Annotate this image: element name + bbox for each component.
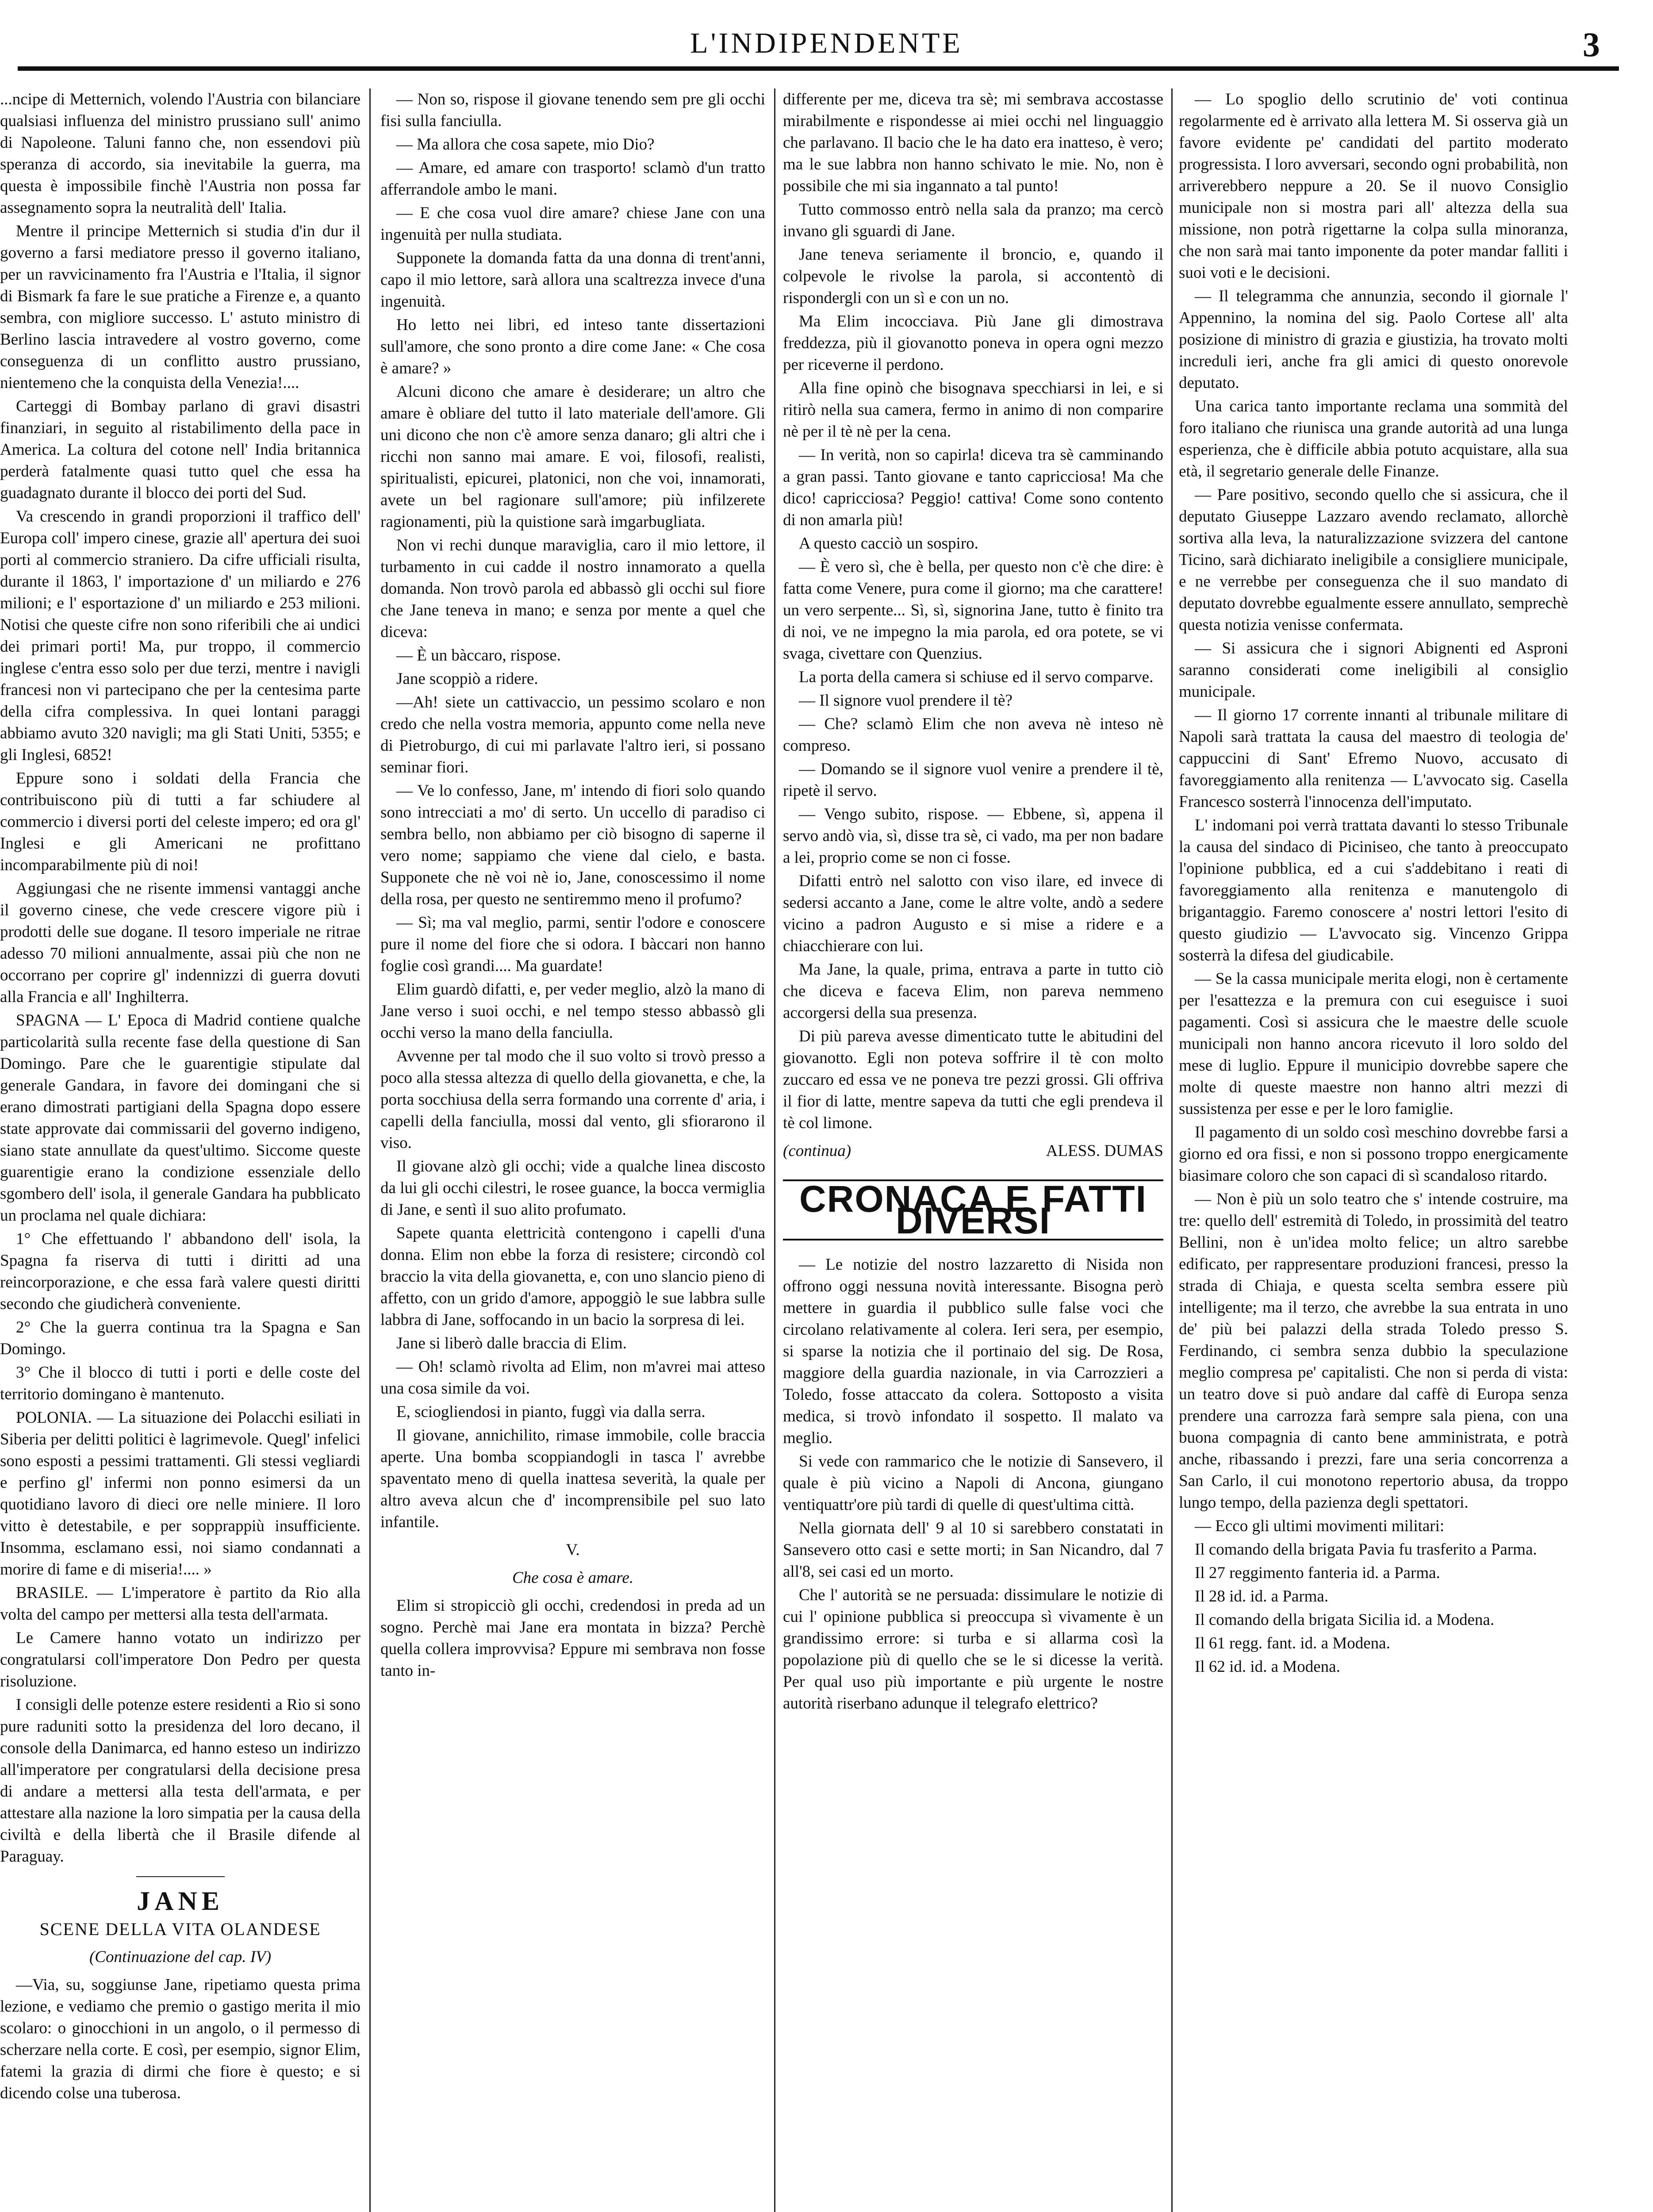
article-paragraph: Ma Elim incocciava. Più Jane gli dimostrava freddezza, più il giovanotto poneva in opera ogni mezzo per riceverne il perdono.	[783, 312, 1163, 374]
article-paragraph: —Via, su, soggiunse Jane, ripetiamo questa prima lezione, e vediamo che premio o gastigo merita il mio scolaro: o ginocchioni in un angolo, o il permesso di scherzare nella corte. E così, per esempio, signor Elim, fatemi la grazia di dirmi che fiore è questo; e si dicendo colse una tuberosa.	[0, 1976, 361, 2102]
article-paragraph: POLONIA. — La situazione dei Polacchi esiliati in Siberia per delitti politici è lagrimevole. Quegl' infelici sono esposti a pessimi trattamenti. Gli stessi vegliardi e perfino gl' infermi non ponno esimersi da un quotidiano lavoro di dieci ore nelle miniere. Il loro vitto è detestabile, e per sopprappiù insufficiente. Insomma, esclamano essi, noi siamo condannati a morire di fame e di miseria!.... »	[0, 1409, 361, 1578]
article-paragraph: Il giovane, annichilito, rimase immobile, colle braccia aperte. Una bomba scoppiandogli in tasca l' avrebbe spaventato meno di quella inattesa severità, la quale per altro aveva alcun che d' incomprensibile pel suo lato infantile.	[380, 1426, 765, 1531]
article-paragraph: Va crescendo in grandi proporzioni il traffico dell' Europa coll' impero cinese, grazie all' apertura dei suoi porti al commercio straniero. Da cifre ufficiali risulta, durante il 1863, l' importazione d' un miliardo e 276 milioni; e l' esportazione d' un miliardo e 253 milioni. Notisi che queste cifre non sono riferibili che ai undici dei primari porti! Ma, pur troppo, il commercio inglese c'entra esso solo per due terzi, mentre i navigli francesi non vi partecipano che per la centesima parte della cifra complessiva. In quei lontani paraggi abbiamo avuto 320 navigli; ma gli Stati Uniti, 5355; e gli Inglesi, 6852!	[0, 507, 361, 764]
article-paragraph: — Sì; ma val meglio, parmi, sentir l'odore e conoscere pure il nome del fiore che si odora. I bàccari non hanno foglie così grandi.... Ma guardate!	[380, 914, 765, 975]
article-paragraph: Il 61 regg. fant. id. a Modena.	[1195, 1634, 1390, 1652]
article-paragraph: Elim guardò difatti, e, per veder meglio, alzò la mano di Jane verso i suoi occhi, e nel tempo stesso abbassò gli occhi verso la mano della fanciulla.	[380, 980, 765, 1042]
section-divider	[136, 1876, 225, 1877]
article-paragraph: — Ecco gli ultimi movimenti militari:	[1195, 1517, 1445, 1535]
article-paragraph: — Se la cassa municipale merita elogi, non è certamente per l'esattezza e la premura con cui eseguisce i suoi pagamenti. Così si assicura che le maestre delle scuole municipali non hanno ancora ricevuto il loro soldo del mese di luglio. Eppure il municipio dovrebbe sapere che molte di queste maestre non hanno altri mezzi di sussistenza per esse e per le loro famiglie.	[1179, 970, 1568, 1118]
column-divider	[369, 88, 371, 2212]
article-paragraph: A questo cacciò un sospiro.	[799, 534, 978, 553]
article-paragraph: BRASILE. — L'imperatore è partito da Rio alla volta del campo per mettersi alla testa dell'armata.	[0, 1584, 361, 1624]
article-paragraph: Il comando della brigata Sicilia id. a Modena.	[1195, 1611, 1495, 1629]
article-paragraph: Mentre il principe Metternich si studia d'in dur il governo a farsi mediatore presso il governo italiano, per un ravvicinamento fra l'Austria e l'Italia, il signor di Bismark fa fare le sue pratiche a Firenze e, a quanto sembra, con migliore successo. L' astuto ministro di Berlino lascia intravedere al vostro governo, come conseguenza di un conflitto austro prussiano, nientemeno che la conquista della Venezia!....	[0, 222, 361, 392]
feuilleton-signature	[783, 1140, 1163, 1162]
article-paragraph: — Oh! sclamò rivolta ad Elim, non m'avrei mai atteso una cosa simile da voi.	[380, 1358, 765, 1398]
article-paragraph: — Che? sclamò Elim che non aveva nè inteso nè compreso.	[783, 715, 1163, 755]
article-paragraph: — Ve lo confesso, Jane, m' intendo di fiori solo quando sono intrecciati a mo' di serto. Un uccello di paradiso ci sembra bello, non abbiamo per ciò bisogno di saperne il vero nome; sappiamo che viene dal cielo, e basta. Supponete che nè voi nè io, Jane, conoscessimo il nome della rosa, per questo ne sentiremmo meno il profumo?	[380, 782, 765, 908]
article-paragraph: La porta della camera si schiuse ed il servo comparve.	[799, 668, 1154, 686]
author-name: ALESS. DUMAS	[1046, 1142, 1163, 1160]
article-paragraph: Elim si stropicciò gli occhi, credendosi in preda ad un sogno. Perchè mai Jane era montata in bizza? Perchè quella collera improvvisa? Eppure mi sembrava non fosse tanto in-	[380, 1597, 765, 1680]
article-paragraph: Il 27 reggimento fanteria id. a Parma.	[1195, 1564, 1440, 1582]
feuilleton-subtitle: SCENE DELLA VITA OLANDESE	[39, 1919, 321, 1939]
article-paragraph: 3° Che il blocco di tutti i porti e delle coste del territorio domingano è mantenuto.	[0, 1363, 361, 1403]
article-paragraph: — Il giorno 17 corrente innanti al tribunale militare di Napoli sarà trattata la causa del maestro di teologia de' cappuccini di Sant' Efremo Nuovo, accusato di favoreggiamento alla renitenza — L'avvocato sig. Casella Francesco sosterrà l'innocenza dell'imputato.	[1179, 706, 1568, 811]
article-paragraph: — Non è più un solo teatro che s' intende costruire, ma tre: quello dell' estremità di Toledo, in prossimità del teatro Bellini, non è un'idea molto felice; un altro sarebbe edificato, per rappresentare produzioni francesi, presso la strada di Chiaja, e questa scelta sembra essere più intelligente; ma il terzo, che avrebbe la sua entrata in uno de' più bei palazzi della strada Toledo presso S. Ferdinando, ci sembra senza dubbio la speculazione meglio compresa pe' capitalisti. Che non si perda di vista: un teatro dove si può andare dal caffè di Europa senza prendere una carrozza farà sempre sala piena, con una buona compagnia di canto bene amministrata, e potrà anche, ribassando i prezzi, fare una seria concorrenza a San Carlo, il cui monotono repertorio abusa, da troppo lungo tempo, della pazienza degli spettatori.	[1179, 1190, 1568, 1512]
article-paragraph: Il giovane alzò gli occhi; vide a qualche linea discosto da lui gli occhi cilestri, le rosee guance, la bocca vermiglia di Jane, e sentì il suo alito profumato.	[380, 1157, 765, 1219]
page-number: 3	[1583, 25, 1600, 64]
article-paragraph: 1° Che effettuando l' abbandono dell' isola, la Spagna fa riserva di tutti i diritti ad una reincorporazione, e che essa farà valere questi diritti secondo che giudicherà conveniente.	[0, 1230, 361, 1313]
article-paragraph: Eppure sono i soldati della Francia che contribuiscono più di tutti a far schiudere al commercio i diversi porti del celeste impero; ed ora gl' Inglesi e gli Americani ne profittano incomparabilmente più di noi!	[0, 769, 361, 874]
article-paragraph: Le Camere hanno votato un indirizzo per congratularsi coll'imperatore Don Pedro per questa risoluzione.	[0, 1629, 361, 1690]
article-paragraph: — Il signore vuol prendere il tè?	[799, 691, 1013, 710]
chapter-number: V.	[566, 1541, 580, 1559]
article-paragraph: — Non so, rispose il giovane tenendo sem pre gli occhi fisi sulla fanciulla.	[380, 90, 765, 130]
article-paragraph: SPAGNA — L' Epoca di Madrid contiene qualche particolarità sulla recente fase della questione di San Domingo. Pare che le guarentigie stipulate dal generale Gandara, in favore dei domingani che si erano dimostrati partigiani della Spagna dopo essere state approvate dai commissarii del governo indigeno, siano state annullate da quest'ultimo. Siccome queste guarentigie erano la condizione essenziale dello sgombero dell' isola, il generale Gandara ha pubblicato un proclama nel quale dichiara:	[0, 1011, 361, 1225]
column-4	[1179, 88, 1568, 2212]
article-paragraph: — Pare positivo, secondo quello che si assicura, che il deputato Giuseppe Lazzaro avendo reclamato, allorchè sortiva alla leva, la naturalizzazione svizzera del cantone Ticino, sarà dichiarato ineligibile a consigliere municipale, e ne verrebbe per conseguenza che il suo mandato di deputato dovrebbe egualmente essere annullato, semprechè questa notizia venisse confermata.	[1179, 486, 1568, 634]
article-paragraph: Jane teneva seriamente il broncio, e, quando il colpevole le rivolse la parola, si accontentò di rispondergli con un sì e con un no.	[783, 246, 1163, 307]
column-divider	[774, 88, 775, 2212]
article-paragraph: Ho letto nei libri, ed inteso tante dissertazioni sull'amore, che sono pronto a dire come Jane: « Che cosa è amare? »	[380, 316, 765, 377]
article-paragraph: Supponete la domanda fatta da una donna di trent'anni, capo il mio lettore, sarà allora una scaltrezza invece d'una ingenuità.	[380, 249, 765, 311]
article-paragraph: 2° Che la guerra continua tra la Spagna e San Domingo.	[0, 1318, 361, 1358]
article-paragraph: — È un bàccaro, rispose.	[396, 646, 561, 664]
article-paragraph: Avvenne per tal modo che il suo volto si trovò presso a poco alla stessa altezza di quello della giovanetta, e che, la porta socchiusa della serra formando una corrente d' aria, i capelli della fanciulla, mossi dal vento, gli sfiorarono il viso.	[380, 1047, 765, 1152]
chapter-title: Che cosa è amare.	[512, 1569, 633, 1587]
article-paragraph: — Si assicura che i signori Abignenti ed Asproni saranno considerati come ineligibili al consiglio municipale.	[1179, 639, 1568, 701]
article-paragraph: — Lo spoglio dello scrutinio de' voti continua regolarmente ed è arrivato alla lettera M. Si osserva già un favore evidente pe' candidati del partito moderato progressista. I loro avversari, secondo ogni probabilità, non arriverebbero neppure a 20. Se il nuovo Consiglio municipale non si mostra pari all' altezza della sua missione, non potrà rigettarne la colpa sulla minoranza, che non sarà mai tanto imponente da poter mandar falliti i suoi voti e le decisioni.	[1179, 90, 1568, 282]
article-paragraph: — Domando se il signore vuol venire a prendere il tè, ripetè il servo.	[783, 760, 1163, 800]
column-divider	[1171, 88, 1173, 2212]
article-paragraph: Il 62 id. id. a Modena.	[1195, 1658, 1340, 1676]
article-paragraph: L' indomani poi verrà trattata davanti lo stesso Tribunale la causa del sindaco di Piciniseo, che tanto à preoccupato l'opinione pubblica, ed a cui s'addebitano i reati di favoreggiamento alla renitenza e manutengolo di brigantaggio. Faremo conoscere a' nostri lettori l'esito di questo giudizio — L'avvocato sig. Vincenzo Grippa sosterrà la difesa del giudicabile.	[1179, 816, 1568, 964]
article-paragraph: Sapete quanta elettricità contengono i capelli d'una donna. Elim non ebbe la forza di resistere; circondò col braccio la vita della giovanetta, e, con uno slancio pieno di affetto, con un grido d'amore, appoggiò le sue labbra sulle labbra di Jane, soffocando in un bacio la sorpresa di lei.	[380, 1224, 765, 1329]
article-paragraph: I consigli delle potenze estere residenti a Rio si sono pure raduniti sotto la presidenza del loro decano, il console della Danimarca, ed hanno esteso un indirizzo all'imperatore per congratularsi della decisione presa di andare a mettersi alla testa dell'armata, e per attestare alla nazione la loro simpatia per la causa della civiltà e della libertà che il Brasile difende al Paraguay.	[0, 1696, 361, 1866]
column-1	[0, 88, 361, 2212]
article-paragraph: Ma Jane, la quale, prima, entrava a parte in tutto ciò che diceva e faceva Elim, non pareva nemmeno accorgersi della sua presenza.	[783, 960, 1163, 1022]
article-paragraph: Non vi rechi dunque maraviglia, caro il mio lettore, il turbamento in cui cadde il nostro innamorato a quella domanda. Non trovò parola ed abbassò gli occhi sul fiore che Jane teneva in mano; e senza por mente a quel che diceva:	[380, 536, 765, 641]
column-2	[380, 88, 765, 2212]
continua-label: (continua)	[783, 1142, 851, 1160]
article-paragraph: Il comando della brigata Pavia fu trasferito a Parma.	[1195, 1540, 1537, 1559]
article-paragraph: Aggiungasi che ne risente immensi vantaggi anche il governo cinese, che vede crescere vigore più i prodotti delle sue dogane. Il tesoro imperiale ne ritrae adesso 70 milioni annualmente, assai più che non ne occorrano per coprire gl' indennizzi di guerra dovuti alla Francia e all' Inghilterra.	[0, 879, 361, 1006]
article-paragraph: — Il telegramma che annunzia, secondo il giornale l' Appennino, la nomina del sig. Paolo Cortese all' alta posizione di ministro di grazia e giustizia, ha trovato molti increduli ieri, anche fra gli amici di questo onorevole deputato.	[1179, 287, 1568, 392]
article-paragraph: — In verità, non so capirla! diceva tra sè camminando a gran passi. Tanto giovane e tanto capricciosa! Ma che dico! capricciosa? Peggio! cattiva! Come sono contento di non amarla più!	[783, 446, 1163, 529]
article-paragraph: Tutto commosso entrò nella sala da pranzo; ma cercò invano gli sguardi di Jane.	[783, 200, 1163, 240]
feuilleton-title: JANE	[137, 1886, 224, 1916]
article-paragraph: Carteggi di Bombay parlano di gravi disastri finanziari, in seguito al ristabilimento della pace in America. La coltura del cotone nell' India britannica perderà fatalmente quasi tutto quel che essa ha guadagnato durante il blocco dei porti del Sud.	[0, 397, 361, 502]
feuilleton-continuation: (Continuazione del cap. IV)	[89, 1948, 272, 1966]
article-paragraph: ...ncipe di Metternich, volendo l'Austria con bilanciare qualsiasi influenza del ministro prussiano sull' animo di Napoleone. Taluni fanno che, non essendovi più speranza di accordo, sia inevitabile la guerra, ma questa è impossibile finchè l'Austria non possa far assegnamento sopra la neutralità dell' Italia.	[0, 90, 361, 217]
article-paragraph: — E che cosa vuol dire amare? chiese Jane con una ingenuità per nulla studiata.	[380, 204, 765, 244]
article-paragraph: Il 28 id. id. a Parma.	[1195, 1587, 1329, 1605]
cronaca-section-title: CRONACA E FATTI DIVERSI	[783, 1179, 1163, 1240]
masthead-title: L'INDIPENDENTE	[690, 27, 963, 59]
article-paragraph: — Vengo subito, rispose. — Ebbene, sì, appena il servo andò via, sì, disse tra sè, ci vado, ma per non badare a lei, proprio come se non ci fosse.	[783, 805, 1163, 867]
article-paragraph: Che l' autorità se ne persuada: dissimulare le notizie di cui l' opinione pubblica si preoccupa sì vivamente è un grandissimo errore: si turba e si allarma così la popolazione più di quello che se le si dicesse la verità. Per qual uso più importante e più urgente le nostre autorità riserbano adunque il telegrafo elettrico?	[783, 1586, 1163, 1713]
article-paragraph: — È vero sì, che è bella, per questo non c'è che dire: è fatta come Venere, pura come il giorno; ma che carattere! un vero serpente... Sì, sì, signorina Jane, tutto è finito tra di noi, ve ne impegno la mia parola, ed ora potete, se vi svaga, civettare con Quenzius.	[783, 558, 1163, 663]
article-paragraph: Difatti entrò nel salotto con viso ilare, ed invece di sedersi accanto a Jane, come le altre volte, andò a sedere vicino a padron Augusto e si mise a ridere e a chiacchierare con lui.	[783, 872, 1163, 955]
article-paragraph: Jane si liberò dalle braccia di Elim.	[396, 1334, 627, 1352]
article-paragraph: Jane scoppiò a ridere.	[396, 670, 538, 688]
article-paragraph: Alcuni dicono che amare è desiderare; un altro che amare è obliare del tutto il lato materiale dell'amore. Gli uni dicono che non c'è amore senza danaro; gli altri che i ricchi non sanno mai amare. E voi, filosofi, realisti, spiritualisti, epicurei, platonici, non che voi, innamorati, avete un bel ragionare sull'amore; più infilzerete ragionamenti, più la quistione sarà imgarbugliata.	[380, 383, 765, 531]
article-paragraph: — Amare, ed amare con trasporto! sclamò d'un tratto afferrandole ambo le mani.	[380, 159, 765, 199]
article-paragraph: — Ma allora che cosa sapete, mio Dio?	[396, 135, 655, 154]
article-paragraph: differente per me, diceva tra sè; mi sembrava accostasse mirabilmente e rispondesse ai miei occhi nel linguaggio che parlavano. Il bacio che le ha dato era inatteso, è vero; ma le sue labbra non hanno schivato le mie. No, non è possibile che mi sia ingannato a tal punto!	[783, 90, 1163, 195]
article-paragraph: Si vede con rammarico che le notizie di Sansevero, il quale è più vicino a Napoli di Ancona, giungano ventiquattr'ore più tardi di quelle di quest'ultima città.	[783, 1452, 1163, 1514]
article-paragraph: Una carica tanto importante reclama una sommità del foro italiano che riunisca una grande autorità ad una lunga esperienza, che è difficile abbia potuto acquistare, alla sua età, il segretario generale delle Finanze.	[1179, 397, 1568, 480]
article-paragraph: Alla fine opinò che bisognava specchiarsi in lei, e si ritirò nella sua camera, fermo in animo di non comparire nè per il tè nè per la cena.	[783, 379, 1163, 441]
article-paragraph: E, sciogliendosi in pianto, fuggì via dalla serra.	[396, 1403, 706, 1421]
column-3	[783, 88, 1163, 2212]
header-rule	[18, 66, 1619, 71]
article-paragraph: Di più pareva avesse dimenticato tutte le abitudini del giovanotto. Egli non poteva soffrire il tè con molto zuccaro ed essa ve ne poneva tre pezzi grossi. Gli offriva il fior di latte, mentre sapeva da tutti che egli prendeva il tè col limone.	[783, 1027, 1163, 1132]
article-paragraph: — Le notizie del nostro lazzaretto di Nisida non offrono oggi nessuna novità interessante. Bisogna però mettere in guardia il pubblico sulle false voci che circolano relativamente al colera. Ieri sera, per esempio, si sparse la notizia che il portinaio del sig. De Rosa, maggiore della guardia nazionale, in via Carrozzieri a Toledo, fosse attaccato da colera. Sottoposto a visita medica, si trovò infondato il sospetto. Il malato va meglio.	[783, 1256, 1163, 1447]
article-paragraph: Il pagamento di un soldo così meschino dovrebbe farsi a giorno ed ora fissi, e non si possono troppo energicamente biasimare coloro che son capaci di sì scandaloso ritardo.	[1179, 1123, 1568, 1185]
article-paragraph: Nella giornata dell' 9 al 10 si sarebbero constatati in Sansevero otto casi e sette morti; in San Nicandro, dal 7 all'8, sei casi ed un morto.	[783, 1519, 1163, 1581]
running-head	[0, 27, 1653, 66]
article-paragraph: —Ah! siete un cattivaccio, un pessimo scolaro e non credo che nella vostra memoria, appunto come nella neve di Pietroburgo, di cui mi parlavate l'altro ieri, si possano seminar fiori.	[380, 693, 765, 776]
